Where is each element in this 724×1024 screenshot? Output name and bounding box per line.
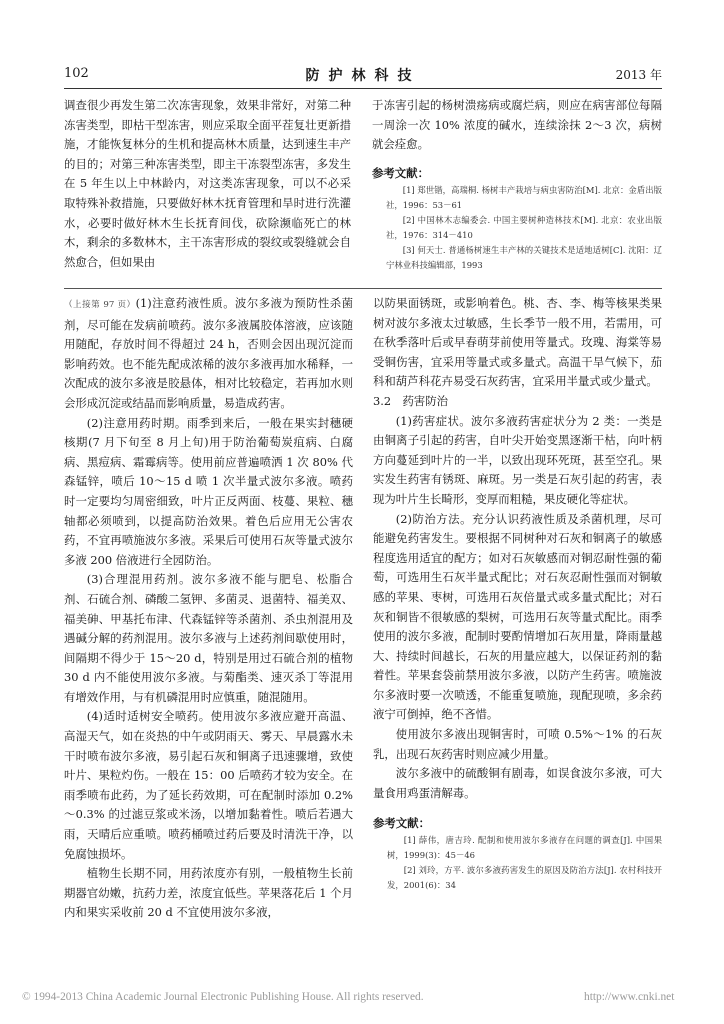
- paragraph: 以防果面锈斑，或影响着色。桃、杏、李、梅等核果类果树对波尔多液太过敏感，生长季节一般不用，若需用，可在秋季落叶后或早春萌芽前使用等量式。玫瑰、海棠等易受铜伤害，宜采用等量式或多量式。高温干旱气候下，茄科和葫芦科花卉易受石灰药害，宜采用半量式或少量式。: [373, 296, 662, 389]
- reference-item: [3] 何天士. 普通杨树速生丰产林的关键技术是适地适树[C]. 沈阳：辽宁林业科技编辑部，1993: [386, 244, 662, 270]
- page-header: [64, 66, 662, 89]
- paragraph: 调查很少再发生第二次冻害现象，效果非常好，对第二种冻害类型，即枯干型冻害，则应采取全面平茬复壮更新措施，才能恢复林分的生机和提高林木质量，达到速生丰产的目的；对第三种冻害类型，即主干冻裂型冻害，多发生在 5 年生以上中林龄内，对这类冻害现象，可以不必采取特殊补救措施，只要做好林木抚育管理和旱时进行洗灌水，必要时做好林木生长抚育间伐，砍除濒临死亡的林木，剩余的多数林木，主干冻害形成的裂纹或裂缝就会自然愈合，但如果由: [64, 98, 351, 269]
- paragraph: [64, 294, 353, 414]
- references-title: 参考文献：: [372, 165, 429, 180]
- page-number: 102: [64, 66, 89, 81]
- reference-item: [1] 郑世锴，高瑞桐. 杨树丰产栽培与病虫害防治[M]. 北京：金盾出版社，1996：53－61: [386, 184, 662, 210]
- paragraph: (1)药害症状。波尔多液药害症状分为 2 类：一类是由铜离子引起的药害，自叶尖开始变黑逐渐干枯，向叶柄方向蔓延到叶片的一半，以致出现环死斑，甚至空孔。果实发生药害有锈斑、麻斑。另一类是石灰引起的药害，表现为叶片生长畸形，变厚而粗糙，果皮硬化等症状。: [373, 413, 662, 506]
- paragraph: 使用波尔多液出现铜害时，可喷 0.5%～1% 的石灰乳，出现石灰药害时则应减少用量。: [373, 727, 662, 761]
- section-heading: 3.2 药害防治: [373, 393, 449, 408]
- journal-title: 防护林科技: [305, 68, 421, 84]
- bottom-left-column: [64, 294, 353, 923]
- continuation-note: （上接第 97 页）: [64, 300, 136, 310]
- paragraph: (3)合理混用药剂。波尔多液不能与肥皂、松脂合剂、石硫合剂、磷酸二氢钾、多菌灵、退菌特、福美双、福美砷、甲基托布津、代森锰锌等杀菌剂、杀虫剂混用及遇碱分解的药剂混用。波尔多液与上述药剂间歇使用时，间隔期不得少于 15～20 d，特别是用过石硫合剂的植物 30 d 内不能使用波尔多液。与菊酯类、速灭杀丁等混用有增效作用，与有机磷混用时应慎重，随混随用。: [64, 572, 353, 704]
- bottom-right-column: [373, 294, 662, 893]
- year-label: 2013 年: [615, 68, 662, 82]
- paragraph: 于冻害引起的杨树溃疡病或腐烂病，则应在病害部位每隔一周涂一次 10% 浓度的碱水，连续涂抹 2～3 次，病树就会痊愈。: [372, 98, 662, 152]
- paragraph: (2)注意用药时期。雨季到来后，一般在果实封穗硬核期(7 月下旬至 8 月上旬)用于防治葡萄炭疽病、白腐病、黑痘病、霜霉病等。使用前应普遍喷洒 1 次 80% 代森锰锌，喷后 10～15 d 喷 1 次半量式波尔多液。喷药时一定要均匀周密细致，叶片正反两面、枝蔓、果粒、穗轴都必须喷到，以提高防治效果。着色后应用无公害农药，不宜再喷施波尔多液。采果后可使用石灰等量式波尔多液 200 倍液进行全园防治。: [64, 415, 353, 567]
- paragraph: (4)适时适树安全喷药。使用波尔多液应避开高温、高湿天气，如在炎热的中午或阴雨天、雾天、早晨露水未干时喷布波尔多液，易引起石灰和铜离子迅速骤增，致使叶片、果粒灼伤。一般在 15：00 后喷药才较为安全。在雨季喷布此药，为了延长药效期，可在配制时添加 0.2%～0.3% 的过滤豆浆或米汤，以增加黏着性。喷后若遇大雨，天晴后应重喷。喷药桶喷过药后要及时清洗干净，以免腐蚀损坏。: [64, 709, 353, 861]
- reference-item: [2] 中国林木志编委会. 中国主要树种造林技术[M]. 北京：农业出版社，1976：314－410: [386, 214, 662, 240]
- reference-item: [1] 薛伟，唐吉玲. 配制和使用波尔多液存在问题的调查[J]. 中国果树，1999(3)：45－46: [387, 835, 662, 861]
- paragraph: 植物生长期不同，用药浓度亦有别，一般植物生长前期器官幼嫩，抗药力差，浓度宜低些。苹果落花后 1 个月内和果实采收前 20 d 不宜使用波尔多液，: [64, 866, 353, 920]
- top-right-column: [372, 96, 662, 273]
- top-left-column: [64, 96, 351, 272]
- article-separator: [64, 288, 662, 289]
- paragraph: 波尔多液中的硫酸铜有剧毒，如误食波尔多液，可大量食用鸡蛋清解毒。: [373, 766, 662, 800]
- footer-link[interactable]: http://www.cnki.net: [584, 991, 675, 1003]
- references-title: 参考文献：: [373, 816, 430, 831]
- reference-item: [2] 刘玲，方平. 波尔多液药害发生的原因及防治方法[J]. 农村科技开发，2001(6)：34: [387, 865, 662, 891]
- paragraph-text: (1)注意药液性质。波尔多液为预防性杀菌剂，尽可能在发病前喷药。波尔多液属胶体溶液，应该随用随配，存放时间不得超过 24 h，否则会因出现沉淀而影响药效。也不能先配成浓稀的波尔多液再加水稀释，一次配成的波尔多液是胶悬体，相对比较稳定，若再加水则会形成沉淀或结晶而影响质量，易造成药害。: [64, 296, 353, 410]
- copyright-footer: © 1994-2013 China Academic Journal Electronic Publishing House. All rights reserved.: [22, 991, 424, 1003]
- paragraph: (2)防治方法。充分认识药液性质及杀菌机理，尽可能避免药害发生。要根据不同树种对石灰和铜离子的敏感程度选用适宜的配方；如对石灰敏感而对铜忍耐性强的葡萄，可选用生石灰半量式配比；对石灰忍耐性强而对铜敏感的苹果、枣树，可选用石灰倍量式或多量式配比；对石灰和铜皆不很敏感的梨树，可选用石灰等量式配比。雨季使用的波尔多液，配制时要酌情增加石灰用量，降雨量越大、持续时间越长，石灰的用量应越大，以保证药剂的黏着性。苹果套袋前禁用波尔多液，以防产生药害。喷施波尔多液时要一次喷透，不能重复喷施，现配现喷，多余药液宁可倒掉，绝不吝惜。: [373, 511, 662, 722]
